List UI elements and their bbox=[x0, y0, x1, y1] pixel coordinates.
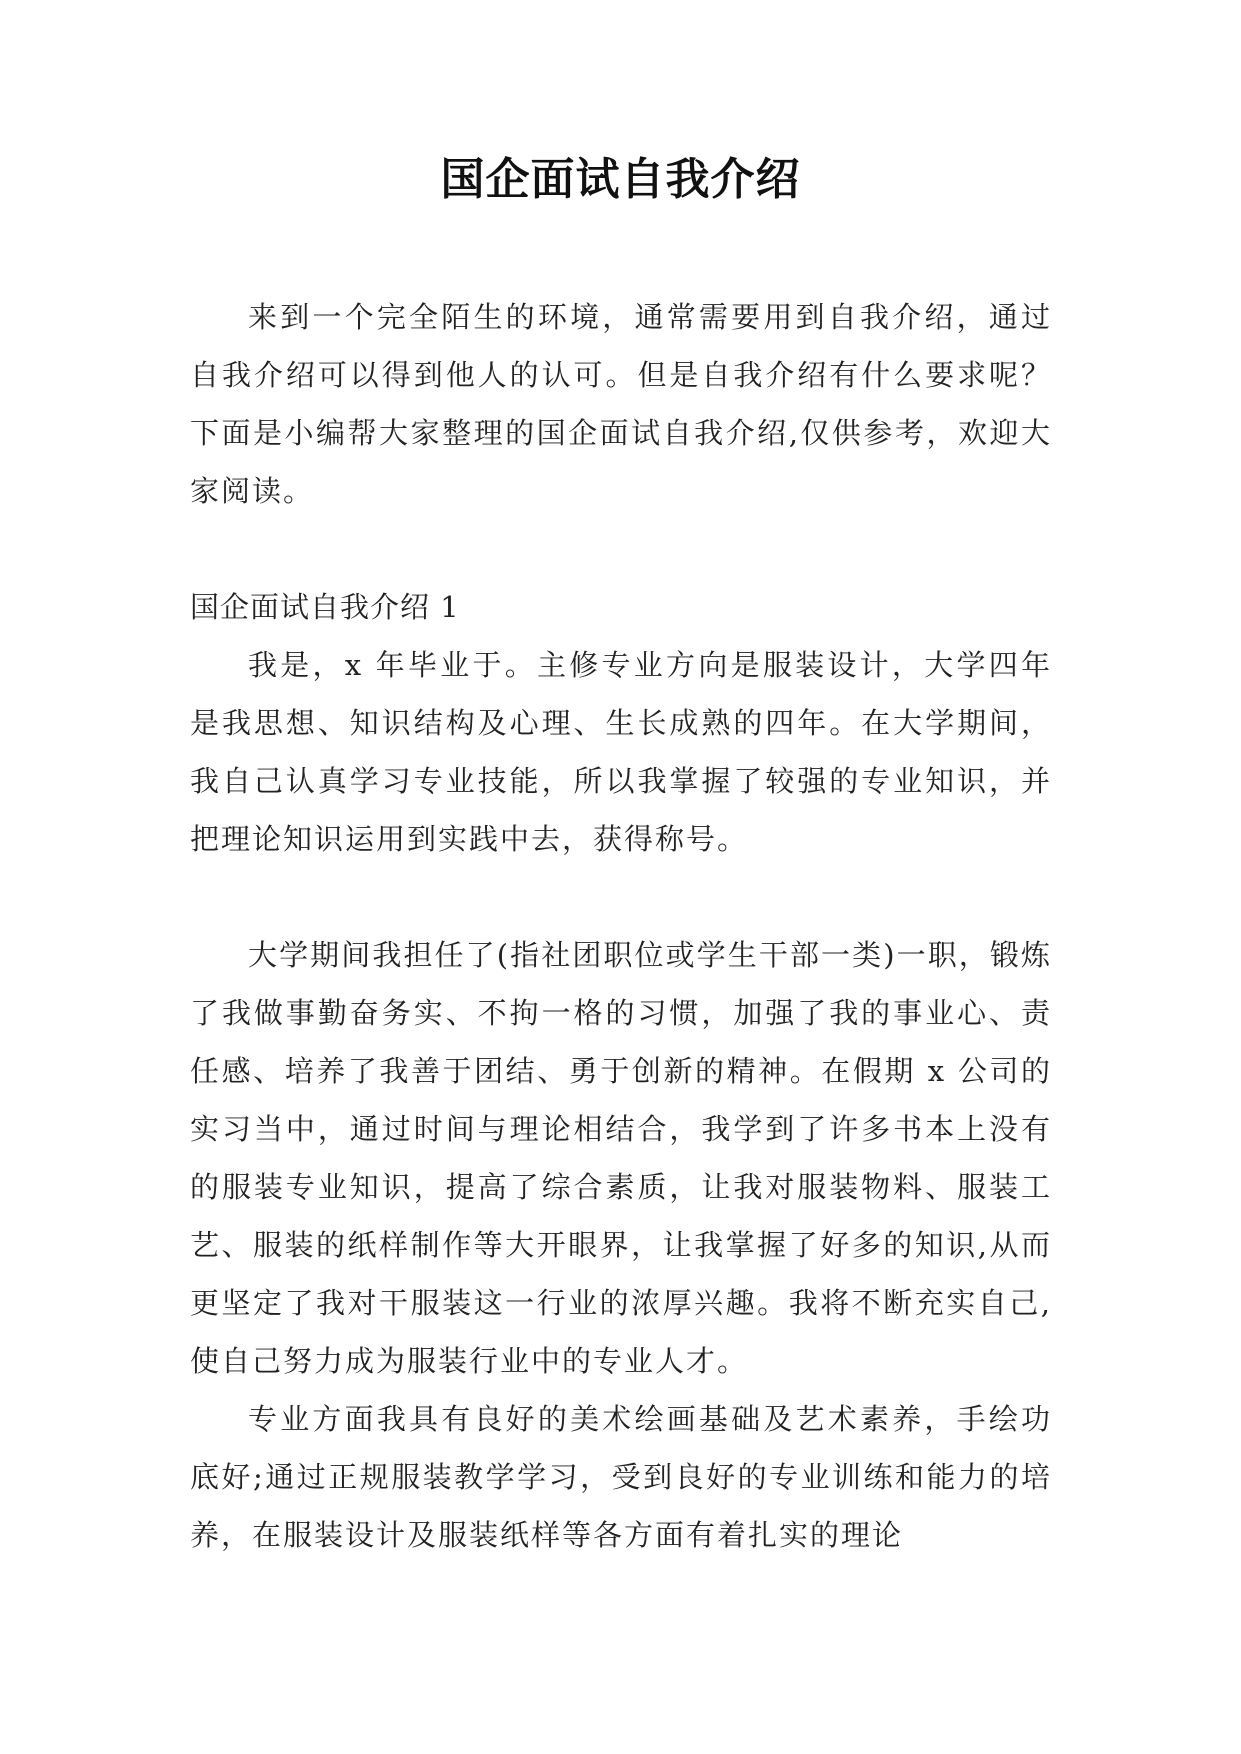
document-body bbox=[190, 288, 1052, 1564]
body-paragraph-2: 大学期间我担任了(指社团职位或学生干部一类)一职，锻炼了我做事勤奋务实、不拘一格的习惯，加强了我的事业心、责任感、培养了我善于团结、勇于创新的精神。在假期 x 公司的实习当中，通过时间与理论相结合，我学到了许多书本上没有的服装专业知识，提高了综合素质，让我对服装物料、服装工艺、服装的纸样制作等大开眼界，让我掌握了好多的知识,从而更坚定了我对干服装这一行业的浓厚兴趣。我将不断充实自己,使自己努力成为服装行业中的专业人才。 bbox=[190, 938, 1052, 1378]
intro-paragraph: 来到一个完全陌生的环境，通常需要用到自我介绍，通过自我介绍可以得到他人的认可。但是自我介绍有什么要求呢？下面是小编帮大家整理的国企面试自我介绍,仅供参考，欢迎大家阅读。 bbox=[190, 300, 1052, 508]
paragraph-gap bbox=[190, 868, 1052, 926]
body-paragraph-1: 我是，x 年毕业于。主修专业方向是服装设计，大学四年是我思想、知识结构及心理、生长成熟的四年。在大学期间，我自己认真学习专业技能，所以我掌握了较强的专业知识，并把理论知识运用到实践中去，获得称号。 bbox=[190, 648, 1052, 856]
section-heading: 国企面试自我介绍 1 bbox=[190, 590, 460, 624]
document-title: 国企面试自我介绍 bbox=[440, 154, 801, 205]
body-paragraph-3: 专业方面我具有良好的美术绘画基础及艺术素养，手绘功底好;通过正规服装教学学习，受到良好的专业训练和能力的培养，在服装设计及服装纸样等各方面有着扎实的理论 bbox=[190, 1402, 1052, 1552]
paragraph-gap bbox=[190, 520, 1052, 578]
